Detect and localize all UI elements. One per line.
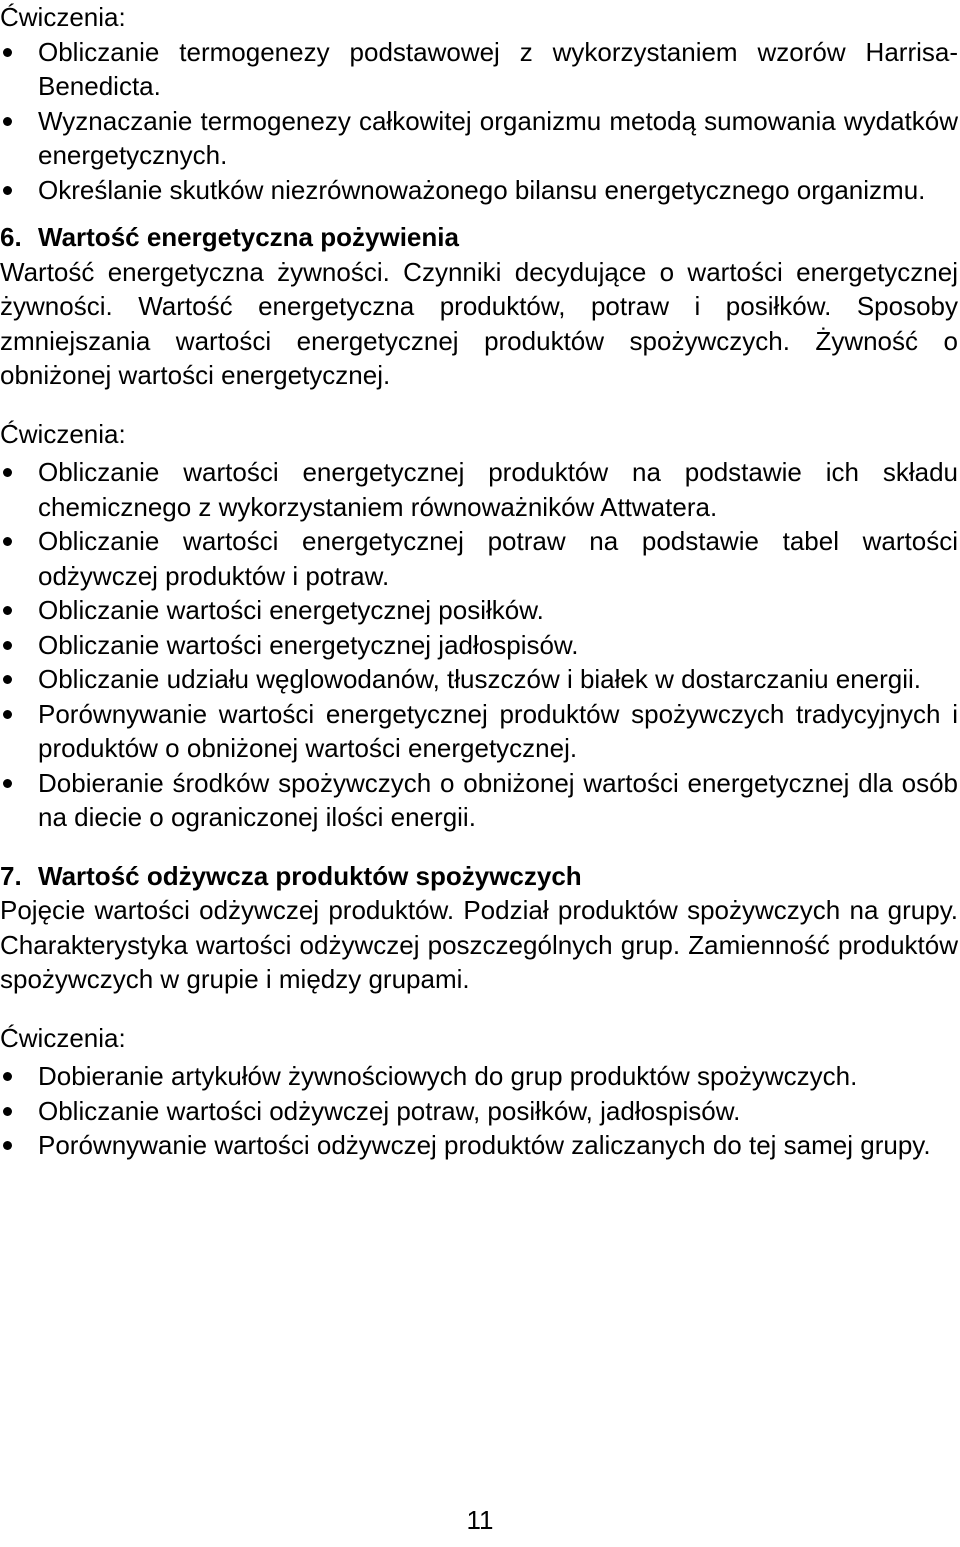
list-item-text: Porównywanie wartości odżywczej produktów zaliczanych do tej samej grupy. (38, 1130, 931, 1160)
bullet-icon (3, 117, 12, 126)
bullet-icon (3, 641, 12, 650)
bullet-icon (3, 1107, 12, 1116)
exercises-list (0, 35, 958, 208)
section-number: 6. (0, 222, 22, 252)
list-item-text: Obliczanie wartości energetycznej posiłków. (38, 595, 544, 625)
list-item-text: Obliczanie udziału węglowodanów, tłuszczów i białek w dostarczaniu energii. (38, 664, 922, 694)
list-item (0, 662, 958, 697)
section-number: 7. (0, 860, 22, 891)
bullet-icon (3, 48, 12, 57)
bullet-icon (3, 710, 12, 719)
section-title (0, 220, 958, 255)
exercises-heading: Ćwiczenia: (0, 418, 126, 449)
section-title-text: Wartość odżywcza produktów spożywczych (38, 860, 582, 891)
exercises-list (0, 1059, 958, 1163)
list-item (0, 697, 958, 766)
list-item-text: Wyznaczanie termogenezy całkowitej organizmu metodą sumowania wydatków energetycznych. (38, 105, 958, 170)
list-item-text: Dobieranie środków spożywczych o obniżonej wartości energetycznej dla osób na diecie o ograniczonej ilości energii. (38, 767, 958, 832)
section-body: Wartość energetyczna żywności. Czynniki decydujące o wartości energetycznej żywności. Wartość energetyczna produktów, potraw i posiłków. Sposoby zmniejszania wartości energetycznej produktów spożywczych. Żywność o obniżonej wartości energetycznej. (0, 256, 958, 390)
exercises-heading: Ćwiczenia: (0, 2, 126, 32)
list-item (0, 524, 958, 593)
list-item-text: Obliczanie wartości odżywczej potraw, posiłków, jadłospisów. (38, 1095, 741, 1126)
section-title (0, 859, 958, 894)
list-item-text: Dobieranie artykułów żywnościowych do grup produktów spożywczych. (38, 1061, 858, 1091)
bullet-icon (3, 537, 12, 546)
bullet-icon (3, 468, 12, 477)
bullet-icon (3, 675, 12, 684)
list-item-text: Obliczanie wartości energetycznej produktów na podstawie ich składu chemicznego z wykorzystaniem równoważników Attwatera. (38, 457, 958, 522)
exercises-heading: Ćwiczenia: (0, 1022, 126, 1053)
list-item-text: Porównywanie wartości energetycznej produktów spożywczych tradycyjnych i produktów o obniżonej wartości energetycznej. (38, 698, 958, 763)
list-item-text: Obliczanie wartości energetycznej jadłospisów. (38, 629, 579, 660)
list-item (0, 104, 958, 173)
bullet-icon (3, 1141, 12, 1150)
list-item (0, 593, 958, 628)
list-item (0, 766, 958, 835)
list-item-text: Obliczanie termogenezy podstawowej z wykorzystaniem wzorów Harrisa-Benedicta. (38, 36, 958, 101)
list-item (0, 455, 958, 524)
bullet-icon (3, 606, 12, 615)
bullet-icon (3, 779, 12, 788)
exercises-list (0, 455, 958, 835)
list-item (0, 1094, 958, 1129)
page-number: 11 (466, 1505, 494, 1535)
bullet-icon (3, 1072, 12, 1081)
list-item (0, 173, 958, 208)
list-item-text: Obliczanie wartości energetycznej potraw na podstawie tabel wartości odżywczej produktów i potraw. (38, 526, 958, 591)
section-title-text: Wartość energetyczna pożywienia (38, 222, 459, 252)
bullet-icon (3, 186, 12, 195)
list-item-text: Określanie skutków niezrównoważonego bilansu energetycznego organizmu. (38, 174, 926, 205)
list-item (0, 1128, 958, 1163)
section-body: Pojęcie wartości odżywczej produktów. Podział produktów spożywczych na grupy. Charakterystyka wartości odżywczej poszczególnych grup. Zamienność produktów spożywczych w grupie i między grupami. (0, 895, 958, 994)
list-item (0, 628, 958, 663)
list-item (0, 35, 958, 104)
list-item (0, 1059, 958, 1094)
